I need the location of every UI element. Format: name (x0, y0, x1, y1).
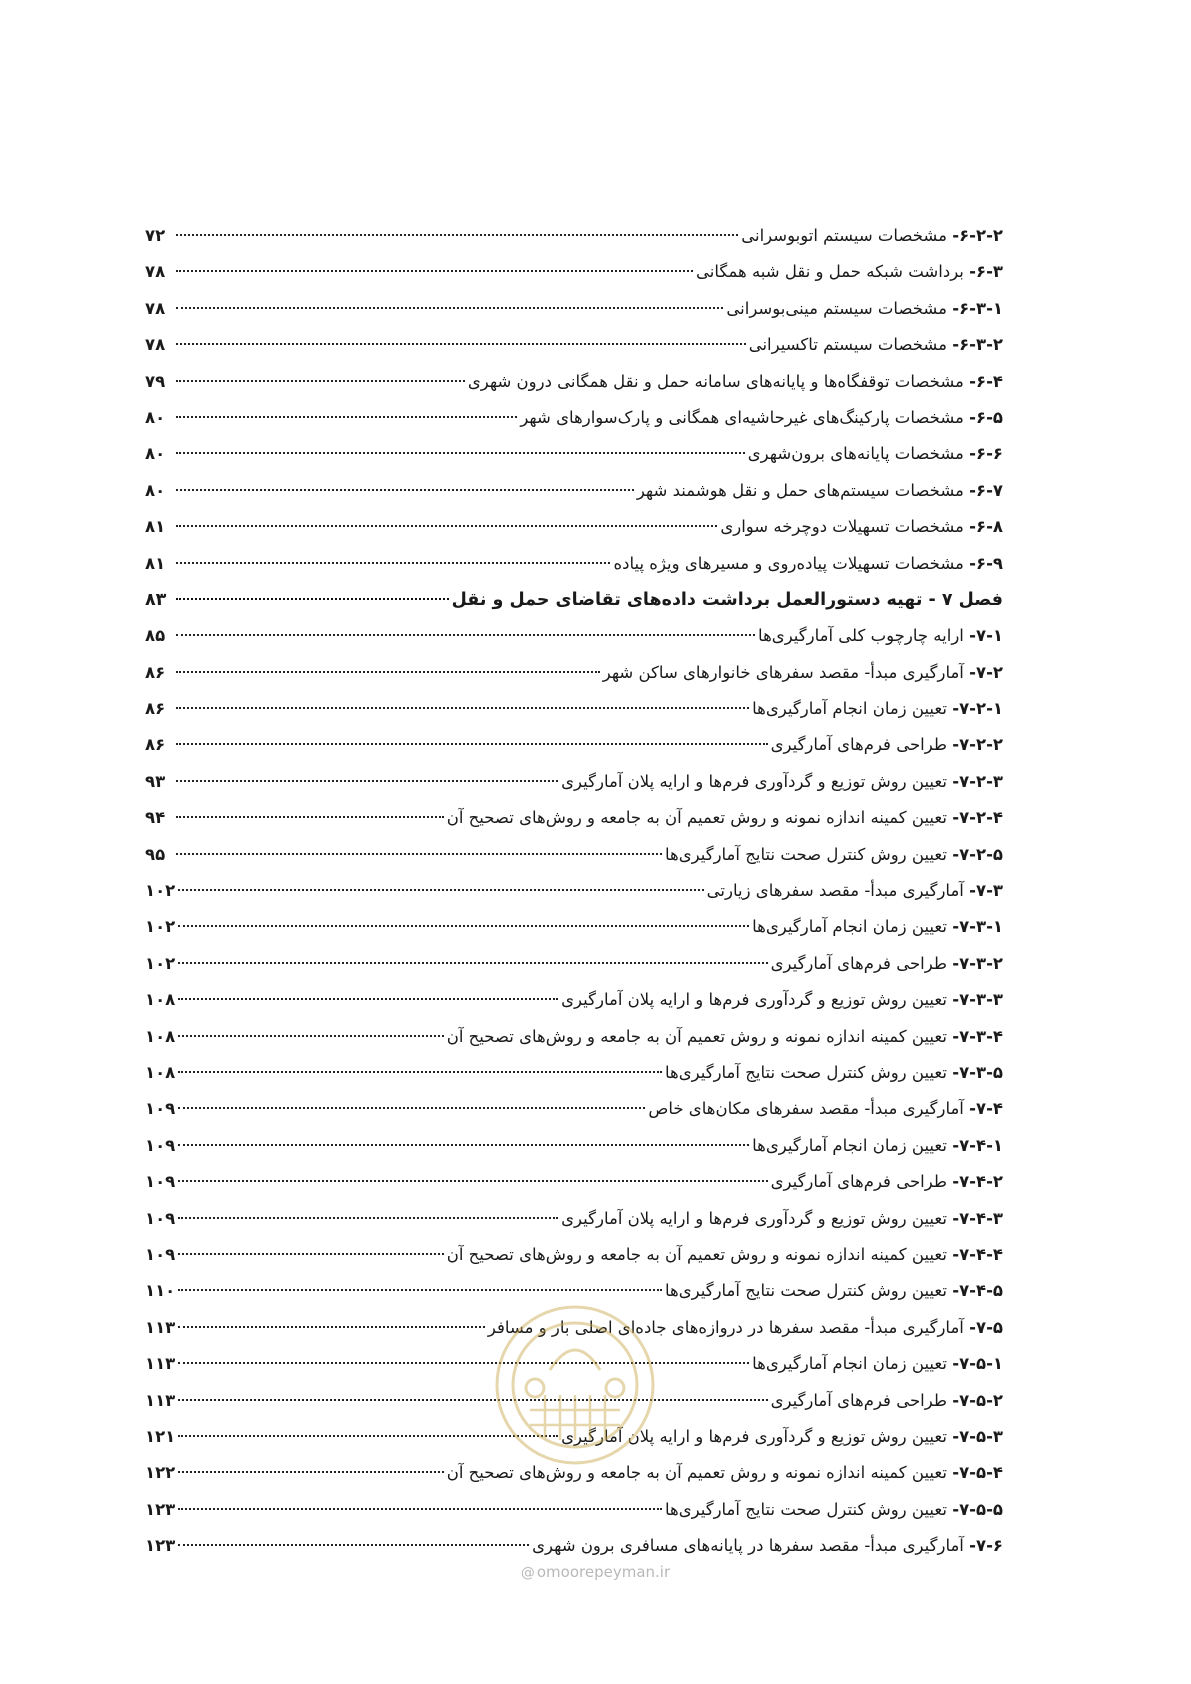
toc-dot-leader (176, 707, 749, 709)
toc-entry-number: ۷-۳-۲- (952, 953, 1003, 973)
toc-entry-row[interactable] (145, 400, 1003, 436)
toc-dot-leader (178, 1471, 443, 1473)
toc-page-number: ۸۰ (145, 444, 166, 464)
toc-page-number: ۸۶ (145, 662, 166, 682)
toc-dot-leader (176, 671, 600, 673)
toc-page-number: ۱۰۸ (145, 1026, 176, 1046)
toc-entry-row[interactable] (145, 800, 1003, 836)
toc-dot-leader (178, 889, 703, 891)
toc-entry-text: تعیین زمان انجام آمارگیری‌ها (752, 917, 947, 937)
toc-entry-text: مشخصات توقفگاه‌ها و پایانه‌های سامانه حمل و نقل همگانی درون شهری (467, 371, 964, 391)
toc-dot-leader (176, 489, 634, 491)
toc-entry-row[interactable] (145, 873, 1003, 909)
toc-page-number: ۸۰ (145, 407, 166, 427)
toc-entry-row[interactable] (145, 291, 1003, 327)
toc-entry-number: ۶-۳-۲- (952, 335, 1003, 355)
toc-page-number: ۹۴ (145, 808, 166, 828)
toc-dot-leader (178, 1326, 485, 1328)
toc-entry-number: ۶-۳-۱- (952, 298, 1003, 318)
toc-dot-leader (176, 780, 558, 782)
toc-entry-text: طراحی فرم‌های آمارگیری (770, 953, 947, 973)
toc-entry-title (561, 764, 1003, 800)
toc-entry-number: ۷-۵-۲- (952, 1390, 1003, 1410)
toc-dot-leader (176, 525, 717, 527)
toc-entry-title (720, 509, 1003, 545)
toc-entry-row[interactable] (145, 1201, 1003, 1237)
toc-entry-number: ۶-۸- (969, 517, 1003, 537)
toc-entry-title (771, 727, 1003, 763)
toc-entry-title (561, 982, 1003, 1018)
toc-page-number: ۱۱۳ (145, 1390, 176, 1410)
toc-entry-text: تعیین روش توزیع و گردآوری فرم‌ها و ارایه پلان آمارگیری (561, 1426, 947, 1446)
toc-entry-text: طراحی فرم‌های آمارگیری (770, 1172, 947, 1192)
toc-entry-row[interactable] (145, 218, 1003, 254)
toc-dot-leader (176, 598, 449, 600)
toc-entry-number: ۷-۵- (969, 1317, 1003, 1337)
toc-dot-leader (178, 1180, 767, 1182)
toc-entry-title (613, 546, 1003, 582)
toc-dot-leader (176, 307, 723, 309)
toc-dot-leader (178, 1217, 558, 1219)
toc-entry-title (665, 1055, 1003, 1091)
toc-page-number: ۹۵ (145, 844, 166, 864)
toc-entry-text: مشخصات تسهیلات دوچرخه سواری (720, 517, 964, 537)
toc-dot-leader (176, 343, 746, 345)
toc-page-number: ۱۰۲ (145, 953, 176, 973)
toc-entry-title (741, 218, 1003, 254)
toc-page-number: ۱۰۹ (145, 1244, 176, 1264)
footer-website-text: omoorepeyman.ir (536, 1563, 671, 1581)
toc-dot-leader (178, 962, 767, 964)
toc-entry-number: ۶-۵- (969, 407, 1003, 427)
toc-entry-text: تعیین روش توزیع و گردآوری فرم‌ها و ارایه پلان آمارگیری (561, 990, 947, 1010)
footer-website (0, 1563, 1191, 1581)
toc-entry-title (447, 1019, 1003, 1055)
toc-entry-number: ۷-۲-۵- (952, 844, 1003, 864)
toc-entry-number: ۶-۲-۲- (952, 226, 1003, 245)
toc-page-number: ۸۰ (145, 480, 166, 500)
toc-entry-title (665, 1273, 1003, 1309)
toc-entry-text: تعیین روش توزیع و گردآوری فرم‌ها و ارایه پلان آمارگیری (561, 1208, 947, 1228)
toc-page-number: ۱۰۹ (145, 1172, 176, 1192)
toc-entry-title (603, 655, 1003, 691)
toc-entry-text: تعیین زمان انجام آمارگیری‌ها (752, 1354, 947, 1374)
toc-entry-row[interactable] (145, 764, 1003, 800)
toc-entry-title (752, 1128, 1003, 1164)
toc-page-number: ۹۳ (145, 771, 166, 791)
toc-page-number: ۷۸ (145, 335, 166, 355)
toc-entry-title (648, 1091, 1003, 1127)
toc-entry-text: آمارگیری مبدأ- مقصد سفرهای مکان‌های خاص (648, 1099, 964, 1119)
toc-page-number: ۷۲ (145, 226, 166, 245)
toc-entry-text: تعیین روش کنترل صحت نتایج آمارگیری‌ها (664, 844, 947, 864)
toc-entry-row[interactable] (145, 837, 1003, 873)
toc-entry-text: برداشت شبکه حمل و نقل شبه همگانی (695, 262, 964, 282)
toc-page-number: ۱۰۹ (145, 1135, 176, 1155)
toc-entry-row[interactable] (145, 982, 1003, 1018)
toc-entry-number: ۶-۳- (969, 262, 1003, 282)
toc-entry-row[interactable] (145, 1019, 1003, 1055)
toc-entry-text: تعیین کمینه اندازه نمونه و روش تعمیم آن به جامعه و روش‌های تصحیح آن (446, 1463, 947, 1483)
toc-entry-text: تهیه دستورالعمل برداشت داده‌های تقاضای حمل و نقل (451, 589, 923, 610)
toc-dot-leader (178, 1035, 443, 1037)
toc-entry-title (749, 327, 1003, 363)
toc-entry-title (452, 582, 1003, 618)
toc-page-number: ۱۱۳ (145, 1317, 176, 1337)
toc-entry-number: ۷-۳- (969, 881, 1003, 901)
toc-entry-text: آمارگیری مبدأ- مقصد سفرهای خانوارهای ساکن شهر (602, 662, 964, 682)
toc-entry-title (726, 291, 1003, 327)
toc-entry-number: ۷-۲- (969, 662, 1003, 682)
toc-page-number: ۱۱۳ (145, 1354, 176, 1374)
toc-entry-number: ۷-۳-۵- (952, 1062, 1003, 1082)
toc-entry-number: ۷-۴-۳- (952, 1208, 1003, 1228)
toc-page-number: ۱۰۸ (145, 1062, 176, 1082)
toc-entry-title (752, 909, 1003, 945)
toc-entry-text: تعیین کمینه اندازه نمونه و روش تعمیم آن به جامعه و روش‌های تصحیح آن (446, 808, 947, 828)
toc-entry-title (665, 837, 1003, 873)
toc-dot-leader (178, 1253, 443, 1255)
toc-entry-number: ۷-۶- (969, 1536, 1003, 1556)
toc-entry-row[interactable] (145, 618, 1003, 654)
toc-entry-row[interactable] (145, 254, 1003, 290)
toc-entry-text: مشخصات سیستم مینی‌بوسرانی (726, 298, 947, 318)
toc-entry-text: آمارگیری مبدأ- مقصد سفرها در دروازه‌های جاده‌ای اصلی بار و مسافر (487, 1317, 964, 1337)
toc-entry-title (752, 1346, 1003, 1382)
toc-page-number: ۸۶ (145, 735, 166, 755)
toc-chapter-row[interactable] (145, 582, 1003, 618)
toc-entry-number: ۷-۳-۳- (952, 990, 1003, 1010)
toc-page-number: ۱۰۲ (145, 917, 176, 937)
toc-entry-row[interactable] (145, 1055, 1003, 1091)
toc-entry-text: تعیین روش کنترل صحت نتایج آمارگیری‌ها (664, 1499, 947, 1519)
toc-entry-text: تعیین کمینه اندازه نمونه و روش تعمیم آن به جامعه و روش‌های تصحیح آن (446, 1026, 947, 1046)
toc-page-number: ۱۲۲ (145, 1463, 176, 1483)
toc-entry-text: مشخصات تسهیلات پیاده‌روی و مسیرهای ویژه پیاده (613, 553, 964, 573)
toc-entry-number: ۶-۶- (969, 444, 1003, 464)
toc-entry-number: ۶-۷- (969, 480, 1003, 500)
toc-dot-leader (178, 1544, 529, 1546)
toc-page-number: ۱۰۹ (145, 1208, 176, 1228)
toc-dot-leader (176, 853, 662, 855)
toc-entry-number: ۶-۴- (969, 371, 1003, 391)
toc-page-number: ۱۰۲ (145, 881, 176, 901)
toc-dot-leader (178, 1399, 767, 1401)
toc-entry-number: ۶-۹- (969, 553, 1003, 573)
toc-entry-number: ۷-۵-۵- (952, 1499, 1003, 1519)
toc-entry-row[interactable] (145, 473, 1003, 509)
toc-entry-title (771, 1383, 1003, 1419)
toc-entry-text: تعیین روش کنترل صحت نتایج آمارگیری‌ها (664, 1281, 947, 1301)
toc-dot-leader (176, 270, 693, 272)
toc-page-number: ۱۲۱ (145, 1426, 176, 1446)
toc-dot-leader (178, 1508, 662, 1510)
toc-entry-row[interactable] (145, 1237, 1003, 1273)
toc-entry-row[interactable] (145, 1128, 1003, 1164)
toc-dot-leader (178, 1071, 662, 1073)
toc-dot-leader (176, 452, 745, 454)
toc-entry-row[interactable] (145, 1492, 1003, 1528)
toc-page-number: ۸۵ (145, 626, 166, 646)
toc-entry-title (748, 436, 1003, 472)
toc-entry-number: ۷-۲-۳- (952, 771, 1003, 791)
toc-entry-number: ۷-۴-۱- (952, 1135, 1003, 1155)
toc-entry-row[interactable] (145, 655, 1003, 691)
toc-entry-title (447, 800, 1003, 836)
toc-entry-title (665, 1492, 1003, 1528)
toc-dot-leader (176, 234, 738, 236)
toc-entry-title (637, 473, 1003, 509)
toc-dot-leader (176, 380, 465, 382)
toc-entry-title (771, 946, 1003, 982)
toc-entry-number: ۷-۴-۴- (952, 1244, 1003, 1264)
toc-entry-number: ۷-۴-۲- (952, 1172, 1003, 1192)
toc-dot-leader (176, 816, 444, 818)
toc-entry-number: ۷-۲-۴- (952, 808, 1003, 828)
toc-entry-title (520, 400, 1003, 436)
toc-page-number: ۷۸ (145, 298, 166, 318)
toc-entry-text: مشخصات پارکینگ‌های غیرحاشیه‌ای همگانی و پارک‌سوارهای شهر (520, 407, 964, 427)
toc-entry-number: ۷-۵-۳- (952, 1426, 1003, 1446)
toc-dot-leader (176, 743, 768, 745)
toc-dot-leader (176, 416, 517, 418)
toc-page-number: ۸۱ (145, 553, 166, 573)
toc-entry-row[interactable] (145, 509, 1003, 545)
toc-entry-title (532, 1528, 1003, 1564)
toc-entry-number: ۷-۳-۱- (952, 917, 1003, 937)
toc-page-number: ۷۸ (145, 262, 166, 282)
toc-entry-row[interactable] (145, 1091, 1003, 1127)
toc-entry-text: آمارگیری مبدأ- مقصد سفرها در پایانه‌های مسافری برون شهری (532, 1536, 964, 1556)
toc-entry-text: تعیین روش کنترل صحت نتایج آمارگیری‌ها (664, 1062, 947, 1082)
toc-entry-title (561, 1201, 1003, 1237)
toc-dot-leader (178, 1107, 645, 1109)
toc-dot-leader (176, 634, 755, 636)
toc-entry-row[interactable] (145, 327, 1003, 363)
toc-entry-text: ارایه چارچوب کلی آمارگیری‌ها (758, 626, 964, 646)
toc-entry-row[interactable] (145, 1528, 1003, 1564)
toc-entry-text: تعیین روش توزیع و گردآوری فرم‌ها و ارایه پلان آمارگیری (561, 771, 947, 791)
toc-entry-text: طراحی فرم‌های آمارگیری (770, 735, 947, 755)
toc-entry-text: تعیین کمینه اندازه نمونه و روش تعمیم آن به جامعه و روش‌های تصحیح آن (446, 1244, 947, 1264)
toc-entry-row[interactable] (145, 946, 1003, 982)
toc-dot-leader (178, 1144, 749, 1146)
toc-entry-text: تعیین زمان انجام آمارگیری‌ها (752, 699, 947, 719)
toc-entry-title (707, 873, 1003, 909)
toc-entry-title (771, 1164, 1003, 1200)
toc-page-number: ۱۲۳ (145, 1536, 176, 1556)
toc-entry-text: تعیین زمان انجام آمارگیری‌ها (752, 1135, 947, 1155)
toc-entry-number: ۷-۴-۵- (952, 1281, 1003, 1301)
toc-entry-text: مشخصات سیستم اتوبوسرانی (741, 226, 947, 245)
toc-entry-text: آمارگیری مبدأ- مقصد سفرهای زیارتی (706, 881, 964, 901)
toc-entry-title (696, 254, 1003, 290)
at-icon: @ (520, 1565, 535, 1581)
toc-entry-row[interactable] (145, 364, 1003, 400)
toc-entry-number: ۷-۳-۴- (952, 1026, 1003, 1046)
toc-entry-number: ۷-۵-۴- (952, 1463, 1003, 1483)
toc-page-number: ۱۰۹ (145, 1099, 176, 1119)
toc-entry-row[interactable] (145, 727, 1003, 763)
toc-dot-leader (178, 998, 558, 1000)
toc-entry-text: طراحی فرم‌های آمارگیری (770, 1390, 947, 1410)
toc-page-number: ۱۰۸ (145, 990, 176, 1010)
toc-entry-number: ۷-۱- (969, 626, 1003, 646)
toc-entry-title (447, 1237, 1003, 1273)
toc-entry-title (752, 691, 1003, 727)
toc-page-number: ۷۹ (145, 371, 166, 391)
toc-entry-number: فصل ۷ - (928, 589, 1003, 610)
toc-entry-number: ۷-۴- (969, 1099, 1003, 1119)
toc-entry-text: مشخصات سیستم‌های حمل و نقل هوشمند شهر (636, 480, 964, 500)
toc-dot-leader (178, 925, 749, 927)
toc-entry-number: ۷-۲-۱- (952, 699, 1003, 719)
toc-entry-row[interactable] (145, 691, 1003, 727)
toc-dot-leader (178, 1362, 749, 1364)
toc-entry-number: ۷-۵-۱- (952, 1354, 1003, 1374)
toc-page-number: ۱۱۰ (145, 1281, 176, 1301)
toc-entry-row[interactable] (145, 546, 1003, 582)
toc-entry-text: مشخصات پایانه‌های برون‌شهری (747, 444, 964, 464)
toc-dot-leader (176, 562, 610, 564)
toc-entry-row[interactable] (145, 436, 1003, 472)
toc-entry-row[interactable] (145, 1164, 1003, 1200)
toc-entry-text: مشخصات سیستم تاکسیرانی (748, 335, 947, 355)
seal-watermark-icon (490, 1300, 660, 1470)
toc-entry-title (468, 364, 1003, 400)
toc-page-number: ۸۳ (145, 589, 167, 610)
toc-dot-leader (178, 1289, 662, 1291)
toc-entry-number: ۷-۲-۲- (952, 735, 1003, 755)
toc-entry-title (758, 618, 1003, 654)
toc-page-number: ۱۲۳ (145, 1499, 176, 1519)
toc-entry-row[interactable] (145, 909, 1003, 945)
toc-page-number: ۸۶ (145, 699, 166, 719)
toc-page-number: ۸۱ (145, 517, 166, 537)
